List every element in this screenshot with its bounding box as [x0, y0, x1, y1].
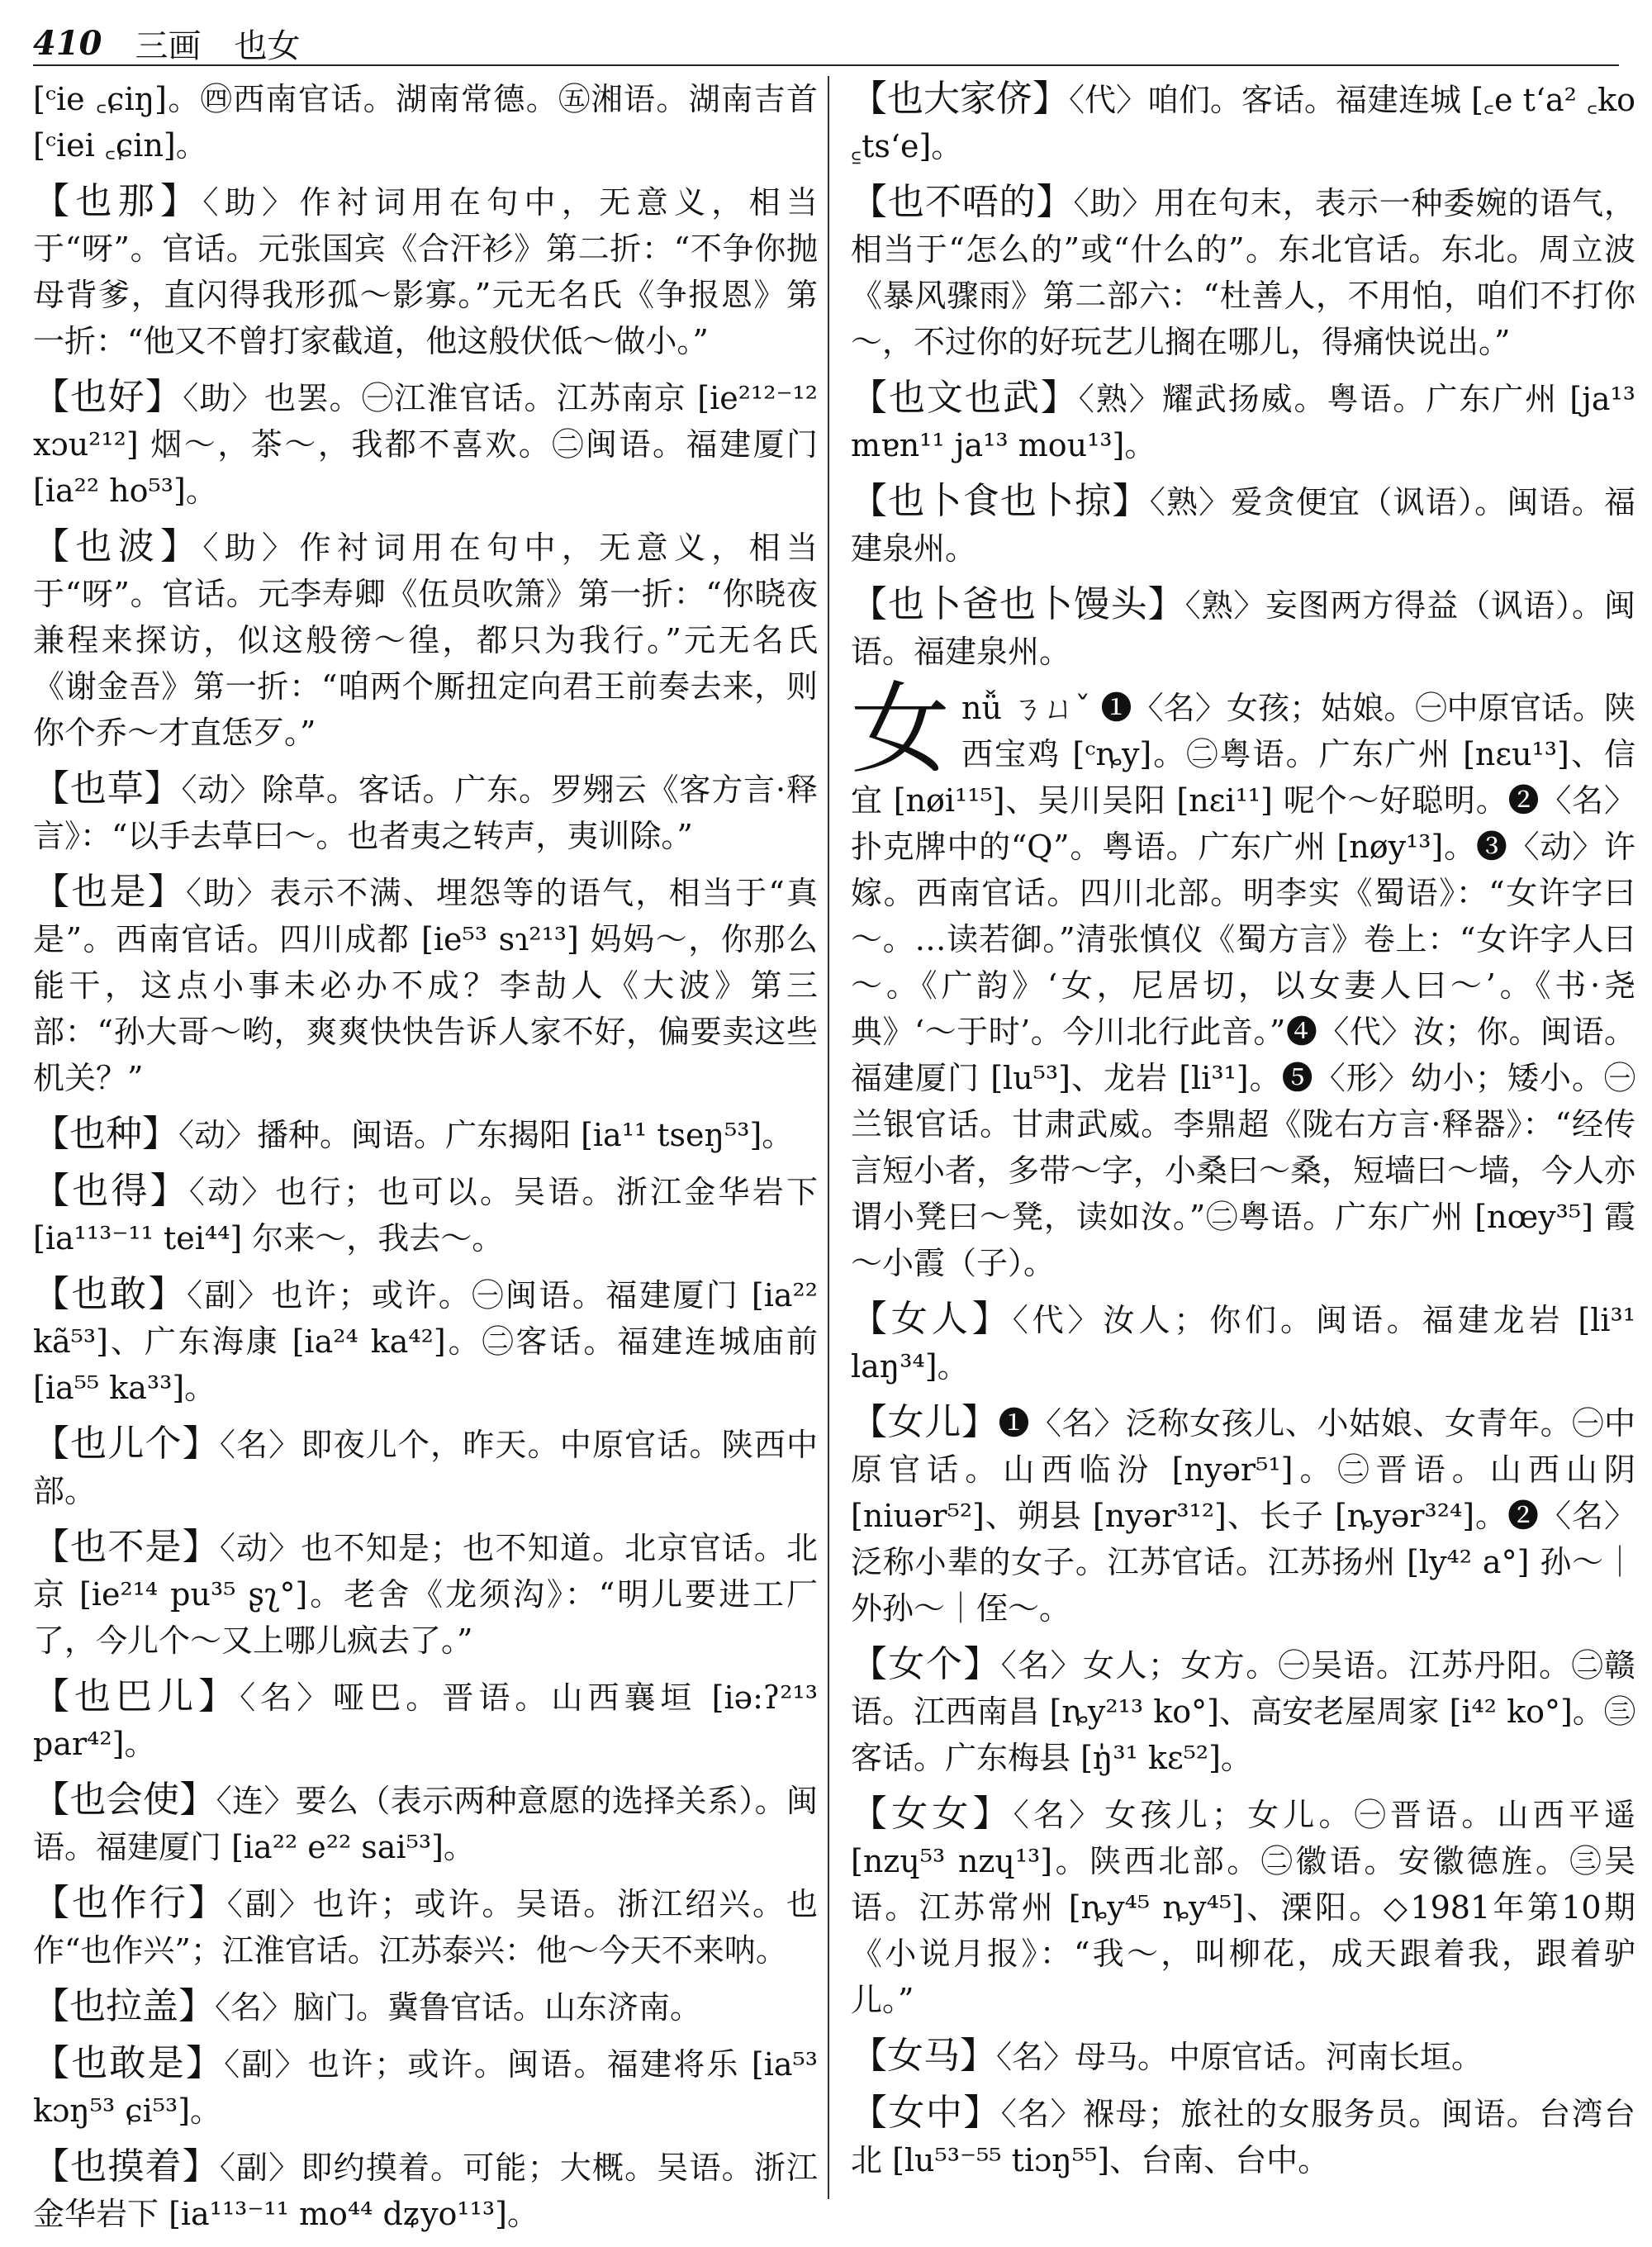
header-chars: 也女	[234, 26, 301, 65]
entry: 【也卜食也卜掠】〈熟〉爱贪便宜（讽语）。闽语。福建泉州。	[851, 480, 1635, 567]
entry: 【女中】〈名〉褓母；旅社的女服务员。闽语。台湾台北 [lu⁵³⁻⁵⁵ tiɔŋ⁵⁵]、台南、台中。	[851, 2092, 1636, 2178]
entry: 【也摸着】〈副〉即约摸着。可能；大概。吴语。浙江金华岩下 [ia¹¹³⁻¹¹ mo⁴⁴ dʑyo¹¹³]。	[33, 2145, 818, 2232]
entry: 【也敢是】〈副〉也许；或许。闽语。福建将乐 [ia⁵³ kɔŋ⁵³ ɕi⁵³]。	[33, 2042, 818, 2129]
section-label: 三画	[135, 26, 202, 65]
entry: 【也拉盖】〈名〉脑门。冀鲁官话。山东济南。	[33, 1985, 702, 2027]
entry: 【也草】〈动〉除草。客话。广东。罗翙云《客方言·释言》：“以手去草曰～。也者夷之转声，夷训除。”	[33, 767, 818, 854]
entry: 【也巴儿】〈名〉哑巴。晋语。山西襄垣 [iə:ʔ²¹³ par⁴²]。	[33, 1675, 818, 1762]
entry: 【也大家侪】〈代〉咱们。客话。福建连城 [꜀e tʻa² ꜀ko ꜁tsʻe]。	[851, 78, 1635, 164]
column-divider	[828, 76, 829, 2199]
entry: 【也那】〈助〉作衬词用在句中，无意义，相当于“呀”。官话。元张国宾《合汗衫》第二折：“不争你抛母背爹，直闪得我形孤～影寡。”元无名氏《争报恩》第一折：“他又不曾打家截道，他这般伏低～做小。”	[33, 180, 818, 359]
entry: 【也会使】〈连〉要么（表示两种意愿的选择关系）。闽语。福建厦门 [ia²² e²² sai⁵³]。	[33, 1779, 818, 1865]
entry: 【女个】〈名〉女人；女方。㊀吴语。江苏丹阳。㊁赣语。江西南昌 [ȵy²¹³ ko°]、高安老屋周家 [i⁴² ko°]。㊂客话。广东梅县 [ŋ̍³¹ kɛ⁵²]。	[851, 1643, 1636, 1776]
entry-main-character: 女nǚ ㄋㄩˇ ❶〈名〉女孩；姑娘。㊀中原官话。陕西宝鸡 [ᶜȵy]。㊁粤语。广东广州 [nɛu¹³]、信宜 [nøi¹¹⁵]、吴川吴阳 [nɛi¹¹] 呢个～好聪明。❷〈名〉扑克牌中的“Q”。粤语。广东广州 [nøy¹³]。❸〈动〉许嫁。西南官话。四川北部。明李实《蜀语》：“女许字曰～。…读若御。”清张慎仪《蜀方言》卷上：“女许字人曰～。《广韵》‘女，尼居切，以女妻人曰～’。《书·尧典》‘～于时’。今川北行此音。”❹〈代〉汝；你。闽语。福建厦门 [lu⁵³]、龙岩 [li³¹]。❺〈形〉幼小；矮小。㊀兰银官话。甘肃武威。李鼎超《陇右方言·释器》：“经传言短小者，多带～字，小桑曰～桑，短墙曰～墙，今人亦谓小凳曰～凳，读如汝。”㊁粤语。广东广州 [nœy³⁵] 霞～小霞（子）。	[851, 672, 1636, 1281]
page-number: 410	[33, 23, 102, 63]
right-column	[851, 76, 1635, 2193]
entry: 【也好】〈助〉也罢。㊀江淮官话。江苏南京 [ie²¹²⁻¹² xɔu²¹²] 烟～，茶～，我都不喜欢。㊁闽语。福建厦门 [ia²² ho⁵³]。	[33, 376, 818, 509]
entry: 【也种】〈动〉播种。闽语。广东揭阳 [ia¹¹ tseŋ⁵³]。	[33, 1113, 794, 1155]
header-rule	[33, 64, 1619, 66]
entry: 【也敢】〈副〉也许；或许。㊀闽语。福建厦门 [ia²² kã⁵³]、广东海康 [ia²⁴ ka⁴²]。㊁客话。福建连城庙前 [ia⁵⁵ ka³³]。	[33, 1273, 818, 1406]
entry: 【也卜爸也卜馒头】〈熟〉妄图两方得益（讽语）。闽语。福建泉州。	[851, 583, 1635, 670]
entry: 【女马】〈名〉母马。中原官话。河南长垣。	[851, 2035, 1483, 2077]
entry: 【也是】〈助〉表示不满、埋怨等的语气，相当于“真是”。西南官话。四川成都 [ie⁵³ sɿ²¹³] 妈妈～，你那么能干，这点小事未必办不成？李劼人《大波》第三部：“孙大哥～哟，爽爽快快告诉人家不好，偏要卖这些机关？”	[33, 871, 818, 1096]
entry: 【也得】〈动〉也行；也可以。吴语。浙江金华岩下 [ia¹¹³⁻¹¹ tei⁴⁴] 尔来～，我去～。	[33, 1170, 818, 1257]
left-column	[33, 76, 818, 2247]
entry: 【女人】〈代〉汝人；你们。闽语。福建龙岩 [li³¹ laŋ³⁴]。	[851, 1298, 1636, 1385]
entry: 【也波】〈助〉作衬词用在句中，无意义，相当于“呀”。官话。元李寿卿《伍员吹箫》第一折：“你晓夜兼程来探访，似这般徬～徨，都只为我行。”元无名氏《谢金吾》第一折：“咱两个厮扭定向君王前奏去来，则你个乔～才直恁歹。”	[33, 525, 818, 751]
entry: 【也不唔的】〈助〉用在句末，表示一种委婉的语气，相当于“怎么的”或“什么的”。东北官话。东北。周立波《暴风骤雨》第二部六：“杜善人，不用怕，咱们不打你～，不过你的好玩艺儿搁在哪儿，得痛快说出。”	[851, 181, 1635, 360]
entry: 【也文也武】〈熟〉耀武扬威。粤语。广东广州 [ja¹³ mɐn¹¹ ja¹³ mou¹³]。	[851, 377, 1636, 463]
entry: 【女女】〈名〉女孩儿；女儿。㊀晋语。山西平遥 [nzɥ⁵³ nzɥ¹³]。陕西北部。㊁徽语。安徽德旌。㊂吴语。江苏常州 [ȵy⁴⁵ ȵy⁴⁵]、溧阳。◇1981年第10期《小说月报》：“我～，叫柳花，成天跟着我，跟着驴儿。”	[851, 1793, 1635, 2018]
entry: 【也作行】〈副〉也许；或许。吴语。浙江绍兴。也作“也作兴”；江淮官话。江苏泰兴：他～今天不来呐。	[33, 1882, 818, 1969]
entry: 【女儿】❶〈名〉泛称女孩儿、小姑娘、女青年。㊀中原官话。山西临汾 [nyər⁵¹]。㊁晋语。山西山阴 [niuər⁵²]、朔县 [nyər³¹²]、长子 [ȵyər³²⁴]。❷〈名〉泛称小辈的女子。江苏官话。江苏扬州 [ly⁴² a°] 孙～｜外孙～｜侄～。	[851, 1401, 1635, 1627]
main-character: 女	[851, 672, 950, 787]
entry: 【也儿个】〈名〉即夜儿个，昨天。中原官话。陕西中部。	[33, 1423, 818, 1509]
entry-continuation: [ᶜie ꜀ɕiŋ]。㊃西南官话。湖南常德。㊄湘语。湖南吉首 [ᶜiei ꜀ɕin]。	[33, 81, 818, 164]
entry: 【也不是】〈动〉也不知是；也不知道。北京官话。北京 [ie²¹⁴ pu³⁵ ʂʅ°]。老舍《龙须沟》：“明儿要进工厂了，今儿个～又上哪儿疯去了。”	[33, 1526, 818, 1659]
page-header	[33, 18, 1635, 68]
